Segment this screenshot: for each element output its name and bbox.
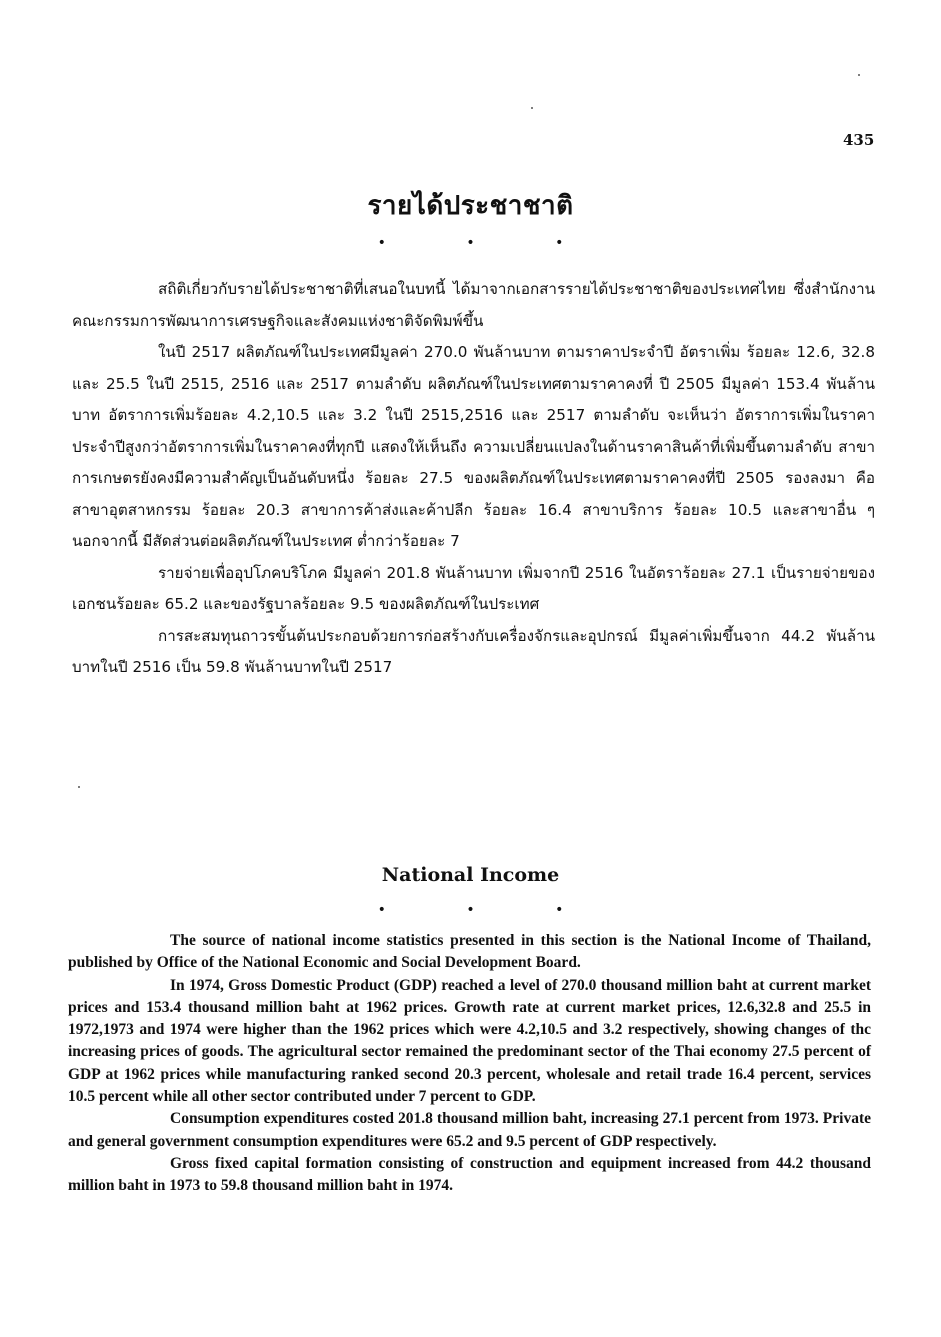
thai-paragraph-source: สถิติเกี่ยวกับรายได้ประชาชาติที่เสนอในบทนี้ ได้มาจากเอกสารรายได้ประชาชาติของประเทศไทย ซึ่งสำนักงานคณะกรรมการพัฒนาการเศรษฐกิจและสังคมแห่งชาติจัดพิมพ์ขึ้น: [72, 280, 875, 330]
english-paragraph-source: The source of national income statistics presented in this section is the National Income of Thailand, published by Office of the National Economic and Social Development Board.: [68, 932, 871, 972]
thai-section-title: รายได้ประชาชาติ: [367, 191, 574, 221]
thai-paragraph-capital: การสะสมทุนถาวรขั้นต้นประกอบด้วยการก่อสร้างกับเครื่องจักรและอุปกรณ์ มีมูลค่าเพิ่มขึ้นจาก 44.2 พันล้านบาทในปี 2516 เป็น 59.8 พันล้านบาทในปี 2517: [72, 626, 875, 676]
english-paragraph-consumption: Consumption expenditures costed 201.8 thousand million baht, increasing 27.1 percent from 1973. Private and general government consumption expenditures were 65.2 and 9.5 percent of GDP respectively.: [68, 1110, 871, 1150]
scan-speck: [858, 74, 860, 76]
scan-speck: [531, 107, 533, 109]
english-paragraph-gdp: In 1974, Gross Domestic Product (GDP) reached a level of 270.0 thousand million baht at current market prices and 153.4 thousand million baht at 1962 prices. Growth rate at current market prices, 12.6,32.8 and 25.5 in 1972,1973 and 1974 were higher than the 1962 prices which were 4.2,10.5 and 3.2 respectively, showing changes of thc increasing prices of goods. The agricultural sector remained the predominant sector of the Thai economy 27.5 percent of GDP at 1962 prices while manufacturing ranked second 20.3 percent, wholesale and retail trade 16.4 percent, services 10.5 percent while all other sector contributed under 7 percent to GDP.: [68, 976, 871, 1106]
page-number: 435: [843, 131, 875, 149]
english-section-title: National Income: [381, 864, 560, 886]
scan-speck: [78, 786, 80, 788]
english-paragraph-capital: Gross fixed capital formation consisting of construction and equipment increased from 44.2 thousand million baht in 1973 to 59.8 thousand million baht in 1974.: [68, 1154, 871, 1195]
thai-body: [72, 274, 875, 684]
english-body: [68, 930, 871, 1198]
thai-separator: • • •: [377, 235, 602, 251]
thai-paragraph-consumption: รายจ่ายเพื่ออุปโภคบริโภค มีมูลค่า 201.8 พันล้านบาท เพิ่มจากปี 2516 ในอัตราร้อยละ 27.1 เป็นรายจ่ายของเอกชนร้อยละ 65.2 และของรัฐบาลร้อยละ 9.5 ของผลิตภัณฑ์ในประเทศ: [72, 563, 875, 613]
english-separator: • • •: [377, 902, 602, 918]
thai-paragraph-gdp: ในปี 2517 ผลิตภัณฑ์ในประเทศมีมูลค่า 270.0 พันล้านบาท ตามราคาประจำปี อัตราเพิ่ม ร้อยละ 12.6, 32.8 และ 25.5 ในปี 2515, 2516 และ 2517 ตามลำดับ ผลิตภัณฑ์ในประเทศตามราคาคงที่ ปี 2505 มีมูลค่า 153.4 พันล้านบาท อัตราการเพิ่มร้อยละ 4.2,10.5 และ 3.2 ในปี 2515,2516 และ 2517 ตามลำดับ จะเห็นว่า อัตราการเพิ่มในราคาประจำปีสูงกว่าอัตราการเพิ่มในราคาคงที่ทุกปี แสดงให้เห็นถึง ความเปลี่ยนแปลงในด้านราคาสินค้าที่เพิ่มขึ้นตามลำดับ สาขาการเกษตรยังคงมีความสำคัญเป็นอันดับหนึ่ง ร้อยละ 27.5 ของผลิตภัณฑ์ในประเทศตามราคาคงที่ปี 2505 รองลงมา คือ สาขาอุตสาหกรรม ร้อยละ 20.3 สาขาการค้าส่งและค้าปลีก ร้อยละ 16.4 สาขาบริการ ร้อยละ 10.5 และสาขาอื่น ๆ นอกจากนี้ มีสัดส่วนต่อผลิตภัณฑ์ในประเทศ ต่ำกว่าร้อยละ 7: [72, 343, 875, 550]
